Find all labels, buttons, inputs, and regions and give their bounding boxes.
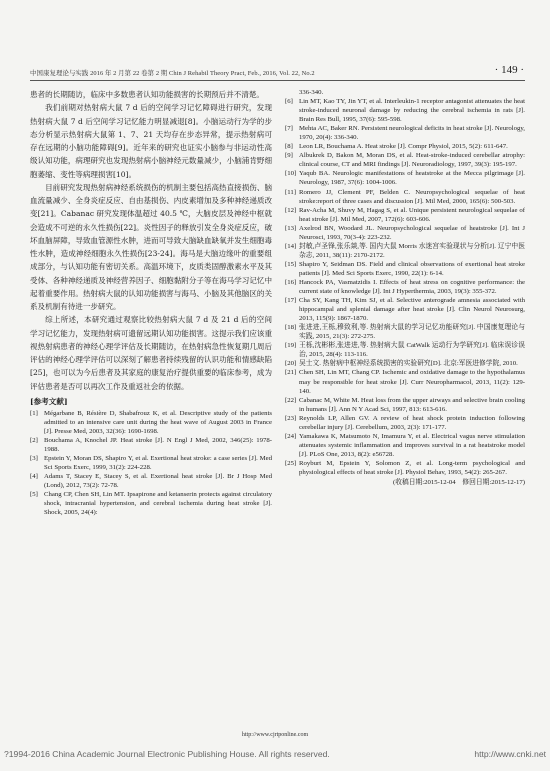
reference-number: [13] (285, 224, 297, 232)
copyright-text: ?1994-2016 China Academic Journal Electronic Publishing House. All rights reserved. (4, 749, 330, 759)
reference-item (285, 368, 525, 395)
reference-item (30, 436, 272, 454)
running-header: 中国康复理论与实践 2016 年 2 月第 22 卷第 2 期 Chin J Rehabil Theory Pract, Feb., 2016, Vol. 22, No.2 (30, 70, 315, 77)
reference-number: [23] (285, 414, 297, 422)
reference-list (285, 88, 525, 477)
references-heading: [参考文献] (30, 396, 68, 406)
reference-number: [9] (285, 152, 293, 160)
reference-item (285, 206, 525, 224)
reference-number: [11] (285, 188, 296, 196)
reference-item (285, 142, 525, 151)
reference-text: Epstein Y, Moran DS, Shapiro Y, et al. Exertional heat stroke: a case series [J]. Med Sci Sports Exerc, 1999, 31(2): 224-228. (44, 454, 272, 472)
reference-item (285, 396, 525, 414)
reference-number: [14] (285, 242, 297, 250)
reference-number: [16] (285, 278, 297, 286)
reference-item (285, 151, 525, 169)
reference-number: [8] (285, 143, 293, 151)
reference-number (285, 88, 299, 97)
reference-text: 张进进,王栎,穆致利,等. 热射病大鼠的学习记忆功能研究[J]. 中国康复理论与实践, 2015, 21(3): 272-275. (299, 324, 525, 341)
right-column (285, 88, 525, 487)
reference-item (285, 260, 525, 278)
reference-text: Bouchama A, Knochel JP. Heat stroke [J]. N Engl J Med, 2002, 346(25): 1978-1988. (44, 436, 272, 453)
reference-number: [20] (285, 360, 297, 368)
reference-item (30, 409, 272, 436)
reference-item (285, 124, 525, 142)
reference-text: Cabanac M, White M. Heat loss from the upper airways and selective brain cooling in humans [J]. Ann N Y Acad Sci, 1997, 813: 613-616. (299, 396, 525, 413)
reference-number: [10] (285, 170, 297, 178)
reference-number: [4] (30, 473, 38, 481)
reference-item (285, 359, 525, 368)
reference-number: [12] (285, 206, 297, 214)
cnki-link[interactable]: http://www.cnki.net (474, 749, 546, 759)
reference-text: Reynolds LP, Allen GV. A review of heat shock protein induction following cerebellar injury [J]. Cerebellum, 2003, 2(3): 171-177. (299, 414, 525, 431)
reference-number: [17] (285, 297, 297, 305)
receipt-dates: (收稿日期:2015-12-04 修回日期:2015-12-17) (393, 479, 525, 487)
reference-text: Mégarbane B, Résière D, Shabafrouz K, et al. Descriptive study of the patients admitted to an intensive care unit during the heat wave of August 2003 in France [J]. Presse Med, 2003, 32(36): 1690-1698. (44, 409, 272, 435)
reference-item (285, 97, 525, 124)
reference-item (285, 341, 525, 359)
reference-text: Albukrek D, Bakon M, Moran DS, et al. Heat-stroke-induced cerebellar atrophy: clinical course, CT and MRI findings [J]. Neuroradiology, 1997, 39(3): 195-197. (299, 152, 525, 169)
reference-number: [2] (30, 436, 38, 444)
reference-text: 吴士文. 热射病中枢神经系统损害的实验研究[D]. 北京:军医进修学院, 2010. (299, 360, 518, 368)
reference-text: Hancock PA, Vasmatzidis I. Effects of heat stress on cognitive performance: the current state of knowledge [J]. Int J Hyperthermia, 2003, 19(3): 355-372. (299, 278, 525, 296)
reference-text: Royburt M, Epstein Y, Solomon Z, et al. Long-term psychological and physiological effects of heat stroke [J]. Physiol Behav, 1993, 54(2): 265-267. (299, 459, 525, 476)
reference-text: Chen SH, Lin MT, Chang CP. Ischemic and oxidative damage to the hypothalamus may be responsible for heat stroke [J]. Curr Neuropharmacol, 2013, 11(2): 129-140. (299, 369, 525, 395)
reference-item (285, 323, 525, 341)
paragraph: 综上所述，本研究通过观察比较热射病大鼠 7 d 及 21 d 后的空间学习记忆能力，发现热射病可遗留远期认知功能损害。这提示我们应该重视热射病患者的神经心理学评估及长期随访，在热射病急性恢复期几周后评估的神经心理学评估可以深刻了解患者持续残留的认识功能和情感缺陷[25]，也可以为今后患者及其家庭的康复治疗提供重要的临床参考，成为评估患者是否可以再次工作及重返社会的依据。 (30, 315, 272, 391)
reference-item (285, 278, 525, 296)
reference-text: Shapiro Y, Seidman DS. Field and clinical observations of exertional heat stroke patients [J]. Med Sci Sports Exerc, 1990, 22(1): 6-14. (299, 260, 525, 277)
reference-number: [22] (285, 396, 297, 404)
reference-item (285, 169, 525, 187)
reference-text: 王栎,沈彬彬,张进进,等. 热射病大鼠 CatWalk 运动行为学研究[J]. 临床误诊误治, 2015, 28(4): 113-116. (299, 342, 525, 359)
reference-item (30, 454, 272, 472)
reference-item (285, 188, 525, 206)
page-number: · 149 · (494, 64, 524, 76)
reference-item (285, 414, 525, 432)
reference-item (30, 472, 272, 490)
reference-text: Yamakawa K, Matsumoto N, Imamura Y, et al. Electrical vagus nerve stimulation attenuates systemic inflammation and improves survival in a rat heatstroke model [J]. PLoS One, 2013, 8(2): e56728. (299, 432, 525, 458)
reference-number: [3] (30, 454, 38, 462)
reference-item (285, 88, 525, 97)
paragraph: 患者的长期随访，临床中多数患者认知功能损害的长期预后并不清楚。 (30, 90, 264, 99)
reference-number: [7] (285, 125, 293, 133)
reference-text: Yaqub BA. Neurologic manifestations of heatstroke at the Mecca pilgrimage [J]. Neurology, 1987, 37(6): 1004-1006. (299, 170, 525, 187)
left-column (30, 88, 272, 517)
paragraph: 目前研究发现热射病神经系统损伤的机制主要包括高热直接损伤、脑血流量减少、全身炎症反应、自由基损伤、内皮素增加及多种神经递质改变[21]。Cabanac 研究发现体温超过 40.5 ℃，大脑皮层及神经中枢就会造成不可逆的永久性损伤[22]。炎性因子的释放引发全身炎症反应，破坏血脑屏障，导致血管源性水肿，进而可导致大脑缺血缺氧并发生细胞毒性水肿，造成神经细胞永久性损伤[23-24]。海马是大脑边缘叶的重要组成部分，与认知功能有密切关系。高温环境下，皮质类固醇激素水平及其受体、各种神经递质及神经营养因子、细胞黏附分子等在海马学习记忆中起着重要作用。热射病大鼠的认知功能损害与海马、小脑及其他脑区的关系及机制有待进一步研究。 (30, 182, 272, 311)
reference-text: Chang CP, Chen SH, Lin MT. Ipsapirone and ketanserin protects against circulatory shock, intracranial hypertension, and cerebral ischemia during heat stroke [J]. Shock, 2005, 24(4): (44, 491, 272, 517)
copyright-bar (4, 749, 546, 759)
reference-text: Axelrod BN, Woodard JL. Neuropsychological sequelae of heatstroke [J]. Int J Neurosci, 1993, 70(3-4): 223-232. (299, 224, 525, 241)
reference-number: [25] (285, 459, 297, 467)
reference-text: Mehta AC, Baker RN. Persistent neurological deficits in heat stroke [J]. Neurology, 1970, 20(4): 336-340. (299, 125, 525, 142)
reference-list (30, 409, 272, 518)
footer-url: http://www.cjrtponline.com (241, 732, 309, 738)
reference-text: Rav-Acha M, Shuvy M, Hagag S, et al. Unique persistent neurological sequelae of heat stroke [J]. Mil Med, 2007, 172(6): 603-606. (299, 206, 525, 223)
reference-number: [18] (285, 324, 297, 332)
reference-text: Adams T, Stacey E, Stacey S, et al. Exertional heat stroke [J]. Br J Hosp Med (Lond), 2012, 73(2): 72-78. (44, 473, 272, 490)
reference-item (285, 432, 525, 459)
reference-number: [5] (30, 491, 38, 499)
reference-text: Romero JJ, Clement PF, Belden C. Neuropsychological sequelae of heat stroke:report of three cases and discussion [J]. Mil Med, 2000, 165(6): 500-503. (299, 188, 525, 205)
reference-number: [24] (285, 432, 297, 440)
reference-item (285, 296, 525, 323)
header-rule (30, 80, 525, 81)
reference-text: 336-340. (299, 89, 324, 96)
reference-number: [1] (30, 409, 38, 417)
reference-number: [19] (285, 342, 297, 350)
reference-text: 封敏,卢圣锋,张乐燚,等. 国内大鼠 Morris 水迷宫实验现状与分析[J]. 辽宁中医杂志, 2011, 38(11): 2170-2172. (299, 242, 525, 259)
reference-number: [15] (285, 260, 297, 268)
reference-number: [21] (285, 369, 297, 377)
reference-item (285, 242, 525, 260)
reference-text: Lin MT, Kao TY, Jin YT, et al. Interleukin-1 receptor antagonist attenuates the heat stroke-induced neuronal damage by reducing the cerebral ischemia in rats [J]. Brain Res Bull, 1995, 37(6): 595-598. (299, 98, 525, 124)
reference-number: [6] (285, 98, 293, 106)
reference-item (30, 490, 272, 517)
paragraph: 我们前期对热射病大鼠 7 d 后的空间学习记忆障碍进行研究，发现热射病大鼠 7 d 后空间学习记忆能力明显减退[8]。小脑运动行为学的步态分析显示热射病大鼠第 1、7、21 天均存在步态异常，提示热射病可存在远期的小脑功能障碍[9]。近年来的研究也证实小脑参与非运动性高级认知功能，病理研究也发现热射病小脑神经元数量减少，小脑浦肯野细胞萎缩、变性等病理损害[10]。 (30, 103, 272, 179)
reference-item (285, 459, 525, 477)
reference-item (285, 224, 525, 242)
reference-text: Cha SY, Kang TH, Kim SJ, et al. Selective anterograde amnesia associated with hippocampal and splenial damage after heat stroke [J]. Clin Neurol Neurosurg, 2013, 115(9): 1867-1870. (299, 297, 525, 323)
reference-text: Leon LR, Bouchama A. Heat stroke [J]. Compr Physiol, 2015, 5(2): 611-647. (299, 143, 508, 151)
